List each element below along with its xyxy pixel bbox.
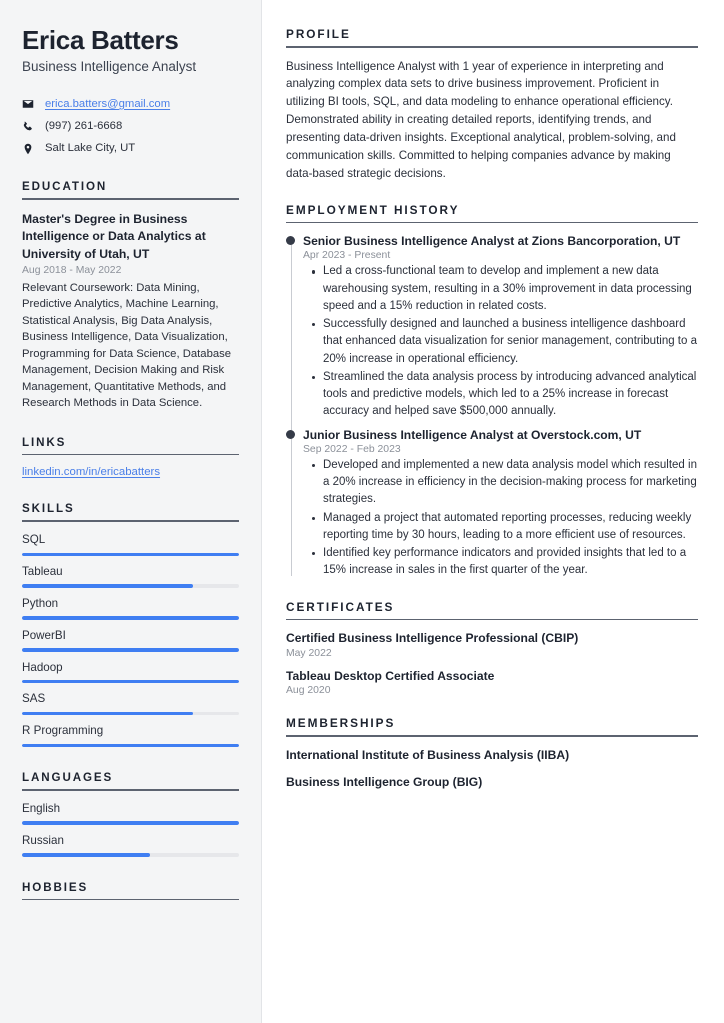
certificates-list xyxy=(286,630,698,696)
skills-list xyxy=(22,533,239,747)
language-item xyxy=(22,834,239,857)
skill-bar-track xyxy=(22,553,239,556)
membership-item: International Institute of Business Analysis (IIBA) xyxy=(286,747,570,762)
employment-bullet: Managed a project that automated reporting processes, reducing weekly reporting time by 30 hours, leading to a more efficient use of resources. xyxy=(323,510,698,545)
language-bar-fill xyxy=(22,821,239,824)
sidebar xyxy=(0,0,262,1023)
section-education-heading: EDUCATION xyxy=(22,180,108,194)
employment-bullet: Streamlined the data analysis process by introducing advanced analytical tools and predictive models, which led to a 25% increase in forecast accuracy and helped save $500,000 annually. xyxy=(323,369,698,421)
section-memberships-rule xyxy=(286,735,698,737)
skill-bar-track xyxy=(22,744,239,747)
education-degree: Master's Degree in Business Intelligence or Data Analytics at University of Utah, UT xyxy=(22,212,206,261)
profile-text: Business Intelligence Analyst with 1 year of experience in interpreting and analyzing complex data sets to drive business improvement. Proficient in utilizing BI tools, SQL, and data modeling to enhance operational efficiency. Demonstrated ability in creating detailed reports, identifying trends, and presenting data-driven insights. Exceptional analytical, problem-solving, and communication skills. Committed to helping companies advance by making data-based strategic decisions. xyxy=(286,59,676,180)
contact-location xyxy=(22,141,239,156)
skill-item xyxy=(22,661,239,684)
memberships-list xyxy=(286,747,698,791)
section-profile xyxy=(286,27,698,183)
section-skills-rule xyxy=(22,520,239,522)
contact-list xyxy=(22,97,239,157)
skill-bar-fill xyxy=(22,744,239,747)
section-hobbies-rule xyxy=(22,899,239,901)
section-employment xyxy=(286,203,698,580)
skill-bar-track xyxy=(22,712,239,715)
employment-bullet: Successfully designed and launched a business intelligence dashboard that enhanced data visualization for senior management, contributing to a 20% increase in operational efficiency. xyxy=(323,316,698,368)
skill-bar-track xyxy=(22,584,239,587)
section-certificates-heading: CERTIFICATES xyxy=(286,599,395,614)
language-label: English xyxy=(22,801,61,815)
employment-date: Apr 2023 - Present xyxy=(303,250,391,262)
certificate-date: Aug 2020 xyxy=(286,684,331,696)
section-employment-heading: EMPLOYMENT HISTORY xyxy=(286,202,460,217)
language-bar-track xyxy=(22,821,239,824)
skill-label: Hadoop xyxy=(22,660,63,674)
phone-icon xyxy=(22,121,38,133)
location-pin-icon xyxy=(22,143,38,155)
section-memberships xyxy=(286,716,698,790)
skill-label: SQL xyxy=(22,533,46,547)
section-languages xyxy=(22,771,239,856)
section-skills-heading: SKILLS xyxy=(22,502,75,516)
employment-bullet: Developed and implemented a new data analysis model which resulted in a 20% increase in efficiency in the decision-making process for marketing strategies. xyxy=(323,457,698,509)
candidate-job-title: Business Intelligence Analyst xyxy=(22,59,197,75)
section-education xyxy=(22,180,239,411)
certificate-name: Certified Business Intelligence Professional (CBIP) xyxy=(286,631,579,646)
certificate-name: Tableau Desktop Certified Associate xyxy=(286,668,495,683)
skill-label: Python xyxy=(22,596,59,610)
education-entry xyxy=(22,211,239,412)
section-profile-heading: PROFILE xyxy=(286,27,351,41)
skill-label: Tableau xyxy=(22,564,63,578)
contact-location-text: Salt Lake City, UT xyxy=(45,142,136,155)
section-education-rule xyxy=(22,198,239,200)
section-languages-heading: LANGUAGES xyxy=(22,771,114,785)
skill-item xyxy=(22,724,239,747)
timeline-dot-icon xyxy=(286,236,295,245)
skill-bar-track xyxy=(22,616,239,619)
section-links-rule xyxy=(22,454,239,456)
contact-phone xyxy=(22,119,239,134)
skill-item xyxy=(22,597,239,620)
skill-label: SAS xyxy=(22,692,46,706)
contact-email-link[interactable]: erica.batters@gmail.com xyxy=(45,97,171,110)
certificate-date: May 2022 xyxy=(286,647,332,659)
skill-item xyxy=(22,629,239,652)
envelope-icon xyxy=(22,98,38,110)
skill-label: R Programming xyxy=(22,724,104,738)
employment-timeline xyxy=(286,233,698,580)
section-skills xyxy=(22,502,239,747)
skill-bar-fill xyxy=(22,680,239,683)
employment-title: Senior Business Intelligence Analyst at Zions Bancorporation, UT xyxy=(303,234,681,249)
section-hobbies-heading: HOBBIES xyxy=(22,880,89,894)
section-links xyxy=(22,436,239,479)
skill-bar-fill xyxy=(22,712,193,715)
education-description: Relevant Coursework: Data Mining, Predictive Analytics, Machine Learning, Statistical Analysis, Big Data Analysis, Business Intelligence, Data Visualization, Programming for Data Science, Database Management, Decision Making and Risk Management, Quantitative Methods, and Research Methods in Data Science. xyxy=(22,281,232,410)
section-memberships-heading: MEMBERSHIPS xyxy=(286,715,396,730)
section-certificates xyxy=(286,600,698,696)
section-links-heading: LINKS xyxy=(22,435,67,449)
employment-title: Junior Business Intelligence Analyst at Overstock.com, UT xyxy=(303,427,642,442)
employment-entry xyxy=(303,233,698,421)
skill-bar-fill xyxy=(22,616,239,619)
employment-date: Sep 2022 - Feb 2023 xyxy=(303,443,401,455)
section-profile-rule xyxy=(286,46,698,48)
language-label: Russian xyxy=(22,833,64,847)
skill-item xyxy=(22,533,239,556)
skill-bar-track xyxy=(22,680,239,683)
language-bar-fill xyxy=(22,853,150,856)
main-column xyxy=(262,0,724,1023)
employment-bullet: Identified key performance indicators and provided insights that led to a 15% increase in sales in the first quarter of the year. xyxy=(323,545,698,580)
section-certificates-rule xyxy=(286,619,698,621)
skill-bar-fill xyxy=(22,553,239,556)
contact-phone-text: (997) 261-6668 xyxy=(45,119,123,132)
contact-email[interactable] xyxy=(22,97,239,112)
skill-bar-track xyxy=(22,648,239,651)
skill-item xyxy=(22,692,239,715)
skill-bar-fill xyxy=(22,648,239,651)
section-languages-rule xyxy=(22,789,239,791)
employment-bullet-list xyxy=(303,457,698,580)
employment-entry xyxy=(303,427,698,580)
candidate-name: Erica Batters xyxy=(22,25,179,55)
section-employment-rule xyxy=(286,222,698,224)
link-linkedin[interactable]: linkedin.com/in/ericabatters xyxy=(22,466,161,479)
section-hobbies xyxy=(22,881,239,901)
languages-list xyxy=(22,802,239,857)
membership-item: Business Intelligence Group (BIG) xyxy=(286,774,483,789)
skill-bar-fill xyxy=(22,584,193,587)
education-date: Aug 2018 - May 2022 xyxy=(22,264,122,276)
language-bar-track xyxy=(22,853,239,856)
employment-bullet: Led a cross-functional team to develop and implement a new data warehousing system, resulting in a 30% improvement in data processing speed and a 15% reduction in related costs. xyxy=(323,263,698,315)
timeline-dot-icon xyxy=(286,430,295,439)
certificate-item xyxy=(286,630,698,658)
language-item xyxy=(22,802,239,825)
certificate-item xyxy=(286,668,698,696)
employment-bullet-list xyxy=(303,263,698,420)
skill-item xyxy=(22,565,239,588)
skill-label: PowerBI xyxy=(22,628,66,642)
